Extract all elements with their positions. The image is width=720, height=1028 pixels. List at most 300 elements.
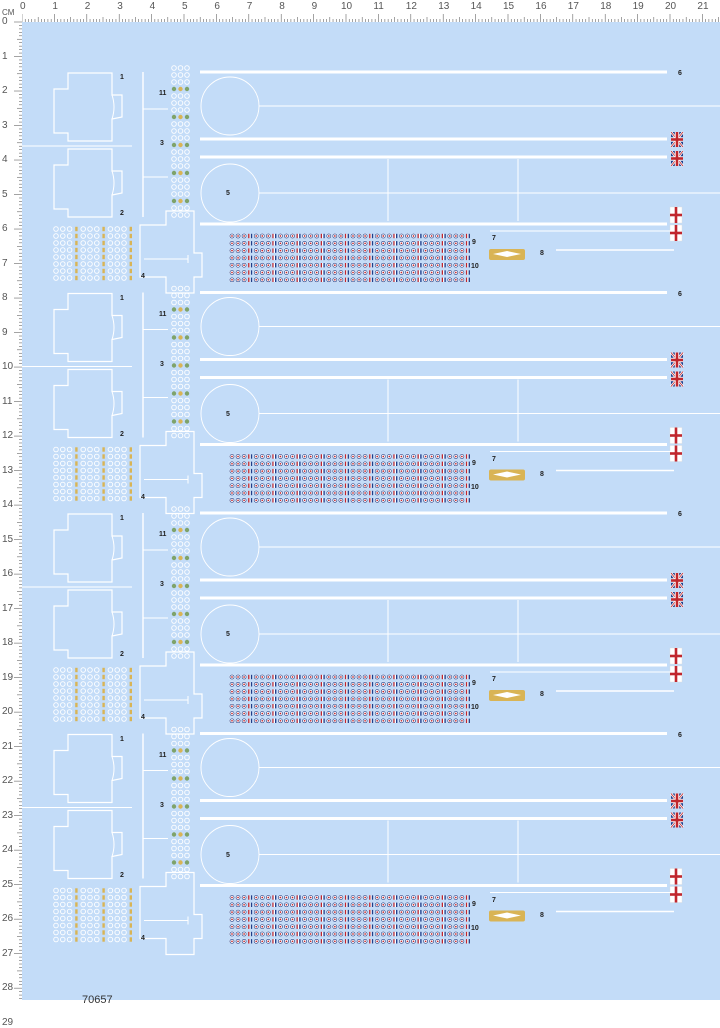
ruler-top-number: 6 [214, 1, 220, 12]
set4-tiny-bar [75, 930, 77, 934]
set3-roundel-center [388, 698, 390, 700]
set3-roundel-center [455, 720, 457, 722]
set4-tiny-bar [130, 888, 132, 892]
set4-fin-flash-blue [323, 903, 324, 907]
set3-tiny-roundel [108, 717, 113, 722]
set3-roundel-center [376, 705, 378, 707]
set3-decal-2-outline [54, 590, 122, 658]
set4-fin-flash-blue [469, 917, 470, 921]
set1-label-2: 2 [120, 210, 124, 217]
set1-tiny-roundel [95, 255, 100, 260]
set1-fin-flash-red [418, 241, 419, 245]
set4-small-roundel [185, 783, 190, 788]
set2-tiny-bar [130, 454, 132, 458]
set1-fin-flash-red [442, 234, 443, 238]
set3-roundel-center [316, 691, 318, 693]
set2-roundel-center [304, 463, 306, 465]
set2-fin-flash-white [395, 491, 396, 495]
set4-roundel-center [267, 919, 269, 921]
set3-fin-flash-white [346, 711, 347, 715]
set2-roundel-center [280, 499, 282, 501]
set3-fin-flash-white [274, 675, 275, 679]
set1-small-roundel [172, 192, 177, 197]
set4-roundel-center [364, 897, 366, 899]
set4-roundel-center [255, 911, 257, 913]
set2-roundel-center [280, 463, 282, 465]
set3-fin-flash-white [395, 697, 396, 701]
set4-tiny-roundel [95, 923, 100, 928]
set4-small-roundel [172, 734, 177, 739]
set2-small-dot [185, 335, 189, 339]
set4-roundel-center [292, 919, 294, 921]
set3-roundel-center [425, 676, 427, 678]
set1-fin-flash-blue [396, 256, 397, 260]
set3-roundel-center [388, 676, 390, 678]
set2-label-10: 10 [471, 483, 479, 491]
set1-fin-flash-white [443, 270, 444, 274]
set4-small-roundel [172, 797, 177, 802]
set4-fin-flash-red [393, 932, 394, 936]
set3-tiny-roundel [95, 696, 100, 701]
set3-fin-flash-white [467, 689, 468, 693]
set4-roundel-center [388, 904, 390, 906]
set4-label-9: 9 [472, 900, 476, 908]
set1-tiny-bar [102, 234, 104, 238]
set2-fin-flash-red [418, 491, 419, 495]
set2-tiny-roundel [81, 461, 86, 466]
set4-fin-flash-blue [299, 939, 300, 943]
set3-roundel-center [243, 676, 245, 678]
set3-tiny-roundel [61, 717, 66, 722]
set1-small-roundel [185, 150, 190, 155]
set3-roundel-center [407, 713, 409, 715]
set1-fin-flash-white [298, 278, 299, 282]
set2-fin-flash-blue [299, 454, 300, 458]
set3-fin-flash-blue [469, 675, 470, 679]
set2-fin-flash-white [298, 462, 299, 466]
set4-fin-flash-red [393, 895, 394, 899]
set4-big-circle-bottom [201, 826, 259, 884]
set4-roundel-center [340, 933, 342, 935]
set3-st-george-cross-icon-2-h [670, 673, 682, 676]
set4-fin-flash-white [467, 917, 468, 921]
set3-roundel-center [437, 720, 439, 722]
set3-fin-flash-white [395, 689, 396, 693]
set1-roundel-center [334, 250, 336, 252]
set3-roundel-center [255, 691, 257, 693]
set3-fin-flash-red [248, 704, 249, 708]
ruler-top-number: 17 [567, 1, 579, 12]
set4-roundel-center [376, 904, 378, 906]
set1-fin-flash-blue [396, 234, 397, 238]
set1-roundel-center [401, 264, 403, 266]
set4-roundel-center [425, 933, 427, 935]
set4-fin-flash-white [249, 925, 250, 929]
set3-fin-flash-white [419, 689, 420, 693]
set1-roundel-center [334, 242, 336, 244]
set1-tiny-roundel [108, 234, 113, 239]
set2-roundel-center [364, 456, 366, 458]
set2-roundel-center [328, 499, 330, 501]
set4-tiny-roundel [108, 923, 113, 928]
set1-roundel-center [334, 235, 336, 237]
set2-roundel-center [255, 456, 257, 458]
set3-small-roundel [172, 535, 177, 540]
set4-roundel-center [388, 926, 390, 928]
set1-fin-flash-blue [323, 234, 324, 238]
set4-roundel-center [280, 933, 282, 935]
set3-tiny-roundel [115, 689, 120, 694]
set1-roundel-center [304, 272, 306, 274]
set1-roundel-center [334, 279, 336, 281]
set1-tiny-roundel [108, 276, 113, 281]
set3-fin-flash-blue [275, 711, 276, 715]
set4-fin-flash-blue [299, 917, 300, 921]
set3-roundel-center [286, 698, 288, 700]
set3-roundel-center [286, 713, 288, 715]
set2-tiny-roundel [95, 454, 100, 459]
set1-fin-flash-white [370, 270, 371, 274]
ruler-top-number: 0 [20, 1, 26, 12]
set1-fin-flash-white [298, 270, 299, 274]
set2-small-roundel [178, 349, 183, 354]
set3-small-dot [172, 556, 176, 560]
set4-roundel-center [316, 919, 318, 921]
set4-tiny-roundel [115, 888, 120, 893]
set2-tiny-roundel [67, 482, 72, 487]
set3-tiny-roundel [88, 703, 93, 708]
set1-roundel-center [243, 242, 245, 244]
set4-fin-flash-blue [396, 925, 397, 929]
set4-fin-flash-blue [372, 932, 373, 936]
set3-roundel-center [280, 683, 282, 685]
set1-fin-flash-blue [323, 270, 324, 274]
set4-fin-flash-blue [348, 939, 349, 943]
set4-fin-flash-blue [444, 903, 445, 907]
set1-fin-flash-red [442, 256, 443, 260]
set1-fin-flash-blue [396, 263, 397, 267]
set4-roundel-center [280, 904, 282, 906]
set3-fin-flash-blue [444, 719, 445, 723]
set3-roundel-center [449, 683, 451, 685]
set1-fin-flash-red [321, 248, 322, 252]
set1-tiny-bar [75, 255, 77, 259]
set1-fin-flash-blue [469, 270, 470, 274]
set4-roundel-center [304, 940, 306, 942]
set1-tiny-roundel [115, 262, 120, 267]
set3-tiny-roundel [122, 696, 127, 701]
set2-roundel-center [425, 463, 427, 465]
set3-tiny-roundel [61, 710, 66, 715]
set1-fin-flash-white [346, 270, 347, 274]
set4-roundel-center [237, 897, 239, 899]
set2-roundel-center [401, 463, 403, 465]
set4-fin-flash-red [297, 903, 298, 907]
set2-fin-flash-blue [275, 476, 276, 480]
set2-small-roundel [178, 356, 183, 361]
set4-fin-flash-red [321, 925, 322, 929]
set2-roundel-center [413, 492, 415, 494]
set2-roundel-center [358, 478, 360, 480]
set3-fin-flash-white [443, 689, 444, 693]
set3-roundel-center [237, 705, 239, 707]
set2-roundel-center [431, 463, 433, 465]
set4-roundel-center [267, 904, 269, 906]
set2-fin-flash-blue [251, 498, 252, 502]
set3-small-roundel [178, 542, 183, 547]
set1-small-roundel [178, 150, 183, 155]
set1-roundel-center [352, 279, 354, 281]
set1-fin-flash-white [322, 241, 323, 245]
set2-tiny-bar [75, 461, 77, 465]
set4-small-roundel [172, 853, 177, 858]
set2-fin-flash-blue [420, 498, 421, 502]
set1-roundel-center [449, 264, 451, 266]
set3-tiny-roundel [67, 689, 72, 694]
set3-fin-flash-red [393, 711, 394, 715]
set2-roundel-center [376, 478, 378, 480]
set2-tiny-roundel [108, 475, 113, 480]
set3-roundel-center [231, 720, 233, 722]
set4-fin-flash-red [369, 910, 370, 914]
set4-roundel-center [316, 933, 318, 935]
set1-fin-flash-blue [348, 270, 349, 274]
set3-small-roundel [178, 619, 183, 624]
set3-roundel-center [437, 683, 439, 685]
set1-fin-flash-red [248, 263, 249, 267]
set2-roundel-center [334, 456, 336, 458]
set1-fin-flash-blue [348, 278, 349, 282]
set3-fin-flash-white [395, 682, 396, 686]
set3-roundel-center [334, 676, 336, 678]
set4-fin-flash-red [369, 895, 370, 899]
set2-roundel-center [407, 478, 409, 480]
set2-roundel-center [292, 485, 294, 487]
set4-roundel-center [304, 933, 306, 935]
set4-roundel-center [237, 926, 239, 928]
set4-roundel-center [449, 919, 451, 921]
set2-roundel-center [328, 492, 330, 494]
set1-tiny-roundel [67, 227, 72, 232]
set4-tiny-roundel [61, 937, 66, 942]
set1-fin-flash-red [418, 278, 419, 282]
set2-roundel-center [461, 478, 463, 480]
set4-roundel-center [261, 904, 263, 906]
set3-tiny-roundel [95, 717, 100, 722]
set4-small-dot [178, 804, 182, 808]
set1-fin-flash-red [248, 248, 249, 252]
set1-fin-flash-blue [420, 263, 421, 267]
set3-tiny-roundel [95, 710, 100, 715]
set3-roundel-center [267, 683, 269, 685]
set2-fin-flash-blue [444, 462, 445, 466]
set2-small-dot [178, 363, 182, 367]
set4-fin-flash-blue [396, 903, 397, 907]
set1-fin-flash-white [249, 256, 250, 260]
set2-roundel-center [425, 470, 427, 472]
set1-roundel-center [340, 272, 342, 274]
set4-roundel-center [267, 926, 269, 928]
set1-roundel-center [267, 235, 269, 237]
set2-roundel-center [407, 492, 409, 494]
set3-fin-flash-white [467, 697, 468, 701]
set2-roundel-center [352, 463, 354, 465]
set4-roundel-center [231, 919, 233, 921]
set2-tiny-roundel [122, 482, 127, 487]
set2-fin-flash-white [249, 491, 250, 495]
set4-fin-flash-red [442, 917, 443, 921]
set4-roundel-center [388, 919, 390, 921]
set2-small-roundel [185, 398, 190, 403]
set3-tiny-roundel [61, 675, 66, 680]
set2-roundel-center [358, 492, 360, 494]
set4-label-10: 10 [471, 924, 479, 932]
set1-fin-flash-blue [251, 263, 252, 267]
set3-roundel-center [310, 683, 312, 685]
set4-roundel-center [310, 940, 312, 942]
set1-roundel-center [407, 257, 409, 259]
set4-fin-flash-red [345, 917, 346, 921]
set4-fin-flash-red [393, 939, 394, 943]
set1-small-roundel [185, 192, 190, 197]
set1-roundel-center [261, 242, 263, 244]
set2-roundel-center [316, 492, 318, 494]
set1-small-roundel [172, 94, 177, 99]
set3-roundel-center [455, 705, 457, 707]
set4-roundel-center [455, 926, 457, 928]
ruler-left-number: 2 [2, 85, 8, 96]
set4-tiny-roundel [108, 909, 113, 914]
set3-label-11: 11 [159, 531, 167, 538]
set3-roundel-center [280, 713, 282, 715]
set2-fin-flash-blue [275, 469, 276, 473]
set3-fin-flash-blue [396, 704, 397, 708]
set2-roundel-center [304, 478, 306, 480]
set2-small-roundel [172, 398, 177, 403]
set2-roundel-center [401, 499, 403, 501]
set2-fin-flash-red [321, 498, 322, 502]
set2-small-roundel [178, 398, 183, 403]
set2-fin-flash-blue [444, 454, 445, 458]
set2-fin-flash-red [272, 476, 273, 480]
set3-fin-flash-blue [299, 711, 300, 715]
set3-roundel-center [267, 713, 269, 715]
set4-roundel-center [243, 933, 245, 935]
set2-roundel-center [267, 499, 269, 501]
set1-roundel-center [267, 257, 269, 259]
set4-roundel-center [431, 911, 433, 913]
set4-decal-2-outline-curve [112, 833, 114, 857]
set1-roundel-center [310, 272, 312, 274]
set2-small-roundel [172, 342, 177, 347]
set4-fin-flash-red [393, 910, 394, 914]
set4-fin-flash-blue [420, 910, 421, 914]
set3-roundel-center [364, 676, 366, 678]
set4-fin-flash-red [442, 895, 443, 899]
set2-tiny-roundel [108, 468, 113, 473]
set1-roundel-center [292, 279, 294, 281]
set4-fin-flash-red [369, 939, 370, 943]
set1-fin-flash-blue [323, 278, 324, 282]
set1-roundel-center [407, 235, 409, 237]
set1-roundel-center [382, 257, 384, 259]
ruler-left-number: 1 [2, 50, 8, 62]
set3-roundel-center [328, 713, 330, 715]
set4-roundel-center [334, 926, 336, 928]
set1-fin-flash-blue [420, 278, 421, 282]
set1-fin-flash-blue [420, 256, 421, 260]
set4-fin-flash-red [393, 925, 394, 929]
set2-small-roundel [185, 349, 190, 354]
set2-tiny-roundel [95, 489, 100, 494]
set1-fin-flash-red [345, 270, 346, 274]
set2-tiny-bar [102, 482, 104, 486]
set4-roundel-center [413, 933, 415, 935]
set4-roundel-center [255, 940, 257, 942]
set4-fin-flash-red [442, 925, 443, 929]
set3-roundel-center [280, 698, 282, 700]
set1-small-roundel [178, 157, 183, 162]
set2-roundel-center [286, 456, 288, 458]
set3-fin-flash-blue [372, 719, 373, 723]
set2-fin-flash-red [272, 484, 273, 488]
set1-fin-flash-blue [420, 241, 421, 245]
set1-big-circle-bottom [201, 164, 259, 222]
set1-tiny-roundel [108, 227, 113, 232]
set2-roundel-center [316, 478, 318, 480]
set3-fin-flash-blue [372, 697, 373, 701]
set4-tiny-roundel [95, 916, 100, 921]
set2-small-roundel [172, 349, 177, 354]
set4-fin-flash-blue [299, 903, 300, 907]
set1-fin-flash-red [442, 263, 443, 267]
set2-tiny-roundel [122, 489, 127, 494]
set4-fin-flash-blue [275, 917, 276, 921]
set3-fin-flash-red [345, 719, 346, 723]
set3-tiny-roundel [95, 703, 100, 708]
set1-tiny-roundel [81, 269, 86, 274]
set4-roundel-center [316, 926, 318, 928]
set3-fin-flash-blue [348, 682, 349, 686]
set3-small-dot [178, 640, 182, 644]
set2-fin-flash-white [298, 454, 299, 458]
set1-fin-flash-blue [348, 256, 349, 260]
set2-tiny-bar [75, 468, 77, 472]
set1-fin-flash-white [346, 263, 347, 267]
set1-fin-flash-blue [299, 241, 300, 245]
set3-fin-flash-blue [323, 682, 324, 686]
set4-roundel-center [358, 926, 360, 928]
set1-fin-flash-white [346, 278, 347, 282]
set3-fin-flash-blue [275, 697, 276, 701]
set3-fin-flash-blue [420, 719, 421, 723]
set2-fin-flash-red [321, 491, 322, 495]
set1-roundel-center [364, 272, 366, 274]
set4-roundel-center [382, 897, 384, 899]
set1-tiny-roundel [67, 234, 72, 239]
set3-fin-flash-blue [323, 719, 324, 723]
set1-fin-flash-white [467, 241, 468, 245]
set2-fin-flash-blue [323, 484, 324, 488]
set4-fin-flash-white [298, 939, 299, 943]
set2-st-george-cross-icon-2-h [670, 452, 682, 455]
set4-tiny-roundel [54, 902, 59, 907]
set3-roundel-center [328, 720, 330, 722]
set1-fin-flash-blue [251, 256, 252, 260]
set1-tiny-roundel [115, 248, 120, 253]
set2-tiny-bar [102, 496, 104, 500]
set2-tiny-bar [75, 489, 77, 493]
